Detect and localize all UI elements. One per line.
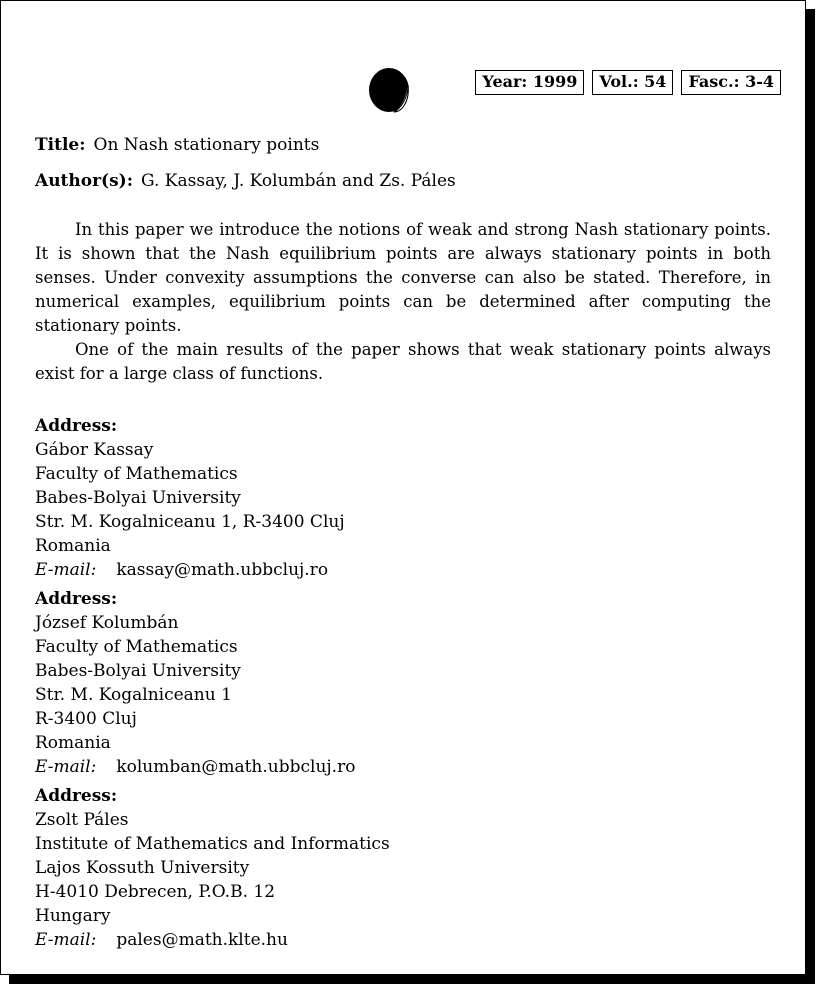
address-line: Str. M. Kogalniceanu 1 bbox=[35, 685, 232, 705]
volume-box: Vol.: 54 bbox=[592, 70, 673, 95]
email-address: kolumban@math.ubbcluj.ro bbox=[116, 757, 356, 777]
address-line: Romania bbox=[35, 536, 111, 556]
address-heading: Address: bbox=[35, 786, 118, 806]
address-line: Lajos Kossuth University bbox=[35, 858, 250, 878]
email-label: E-mail: bbox=[35, 757, 97, 777]
address-line: H-4010 Debrecen, P.O.B. 12 bbox=[35, 882, 276, 902]
abstract-paragraph: One of the main results of the paper shows that weak stationary points always exist for a large class of functions. bbox=[35, 340, 771, 383]
authors-line bbox=[35, 170, 456, 192]
address-block-kolumban bbox=[35, 587, 355, 779]
address-line: Hungary bbox=[35, 906, 111, 926]
email-line bbox=[35, 558, 345, 582]
address-line: Babes-Bolyai University bbox=[35, 661, 241, 681]
email-line bbox=[35, 928, 390, 952]
abstract-paragraph: In this paper we introduce the notions of weak and strong Nash stationary points. It is shown that the Nash equilibrium points are always stationary points in both senses. Under convexity assumptions the converse can also be stated. Therefore, in numerical examples, equilibrium points can be determined after computing the stationary points. bbox=[35, 220, 771, 335]
address-line: Faculty of Mathematics bbox=[35, 464, 238, 484]
email-label: E-mail: bbox=[35, 930, 97, 950]
address-line: Faculty of Mathematics bbox=[35, 637, 238, 657]
issue-info bbox=[475, 70, 781, 95]
address-line: Institute of Mathematics and Informatics bbox=[35, 834, 390, 854]
fascicle-box: Fasc.: 3-4 bbox=[681, 70, 781, 95]
authors-label: Author(s): bbox=[35, 171, 133, 191]
email-address: kassay@math.ubbcluj.ro bbox=[116, 560, 329, 580]
abstract bbox=[35, 218, 771, 386]
year-box: Year: 1999 bbox=[475, 70, 584, 95]
address-line: Romania bbox=[35, 733, 111, 753]
address-line: Zsolt Páles bbox=[35, 810, 129, 830]
paper-title: On Nash stationary points bbox=[93, 135, 320, 155]
address-line: R-3400 Cluj bbox=[35, 709, 137, 729]
email-label: E-mail: bbox=[35, 560, 97, 580]
title-label: Title: bbox=[35, 135, 86, 155]
address-line: József Kolumbán bbox=[35, 613, 179, 633]
journal-logo-icon bbox=[368, 67, 412, 113]
address-heading: Address: bbox=[35, 416, 118, 436]
email-address: pales@math.klte.hu bbox=[116, 930, 288, 950]
address-line: Str. M. Kogalniceanu 1, R-3400 Cluj bbox=[35, 512, 345, 532]
address-line: Gábor Kassay bbox=[35, 440, 154, 460]
address-block-pales bbox=[35, 784, 390, 952]
title-line bbox=[35, 134, 319, 156]
address-heading: Address: bbox=[35, 589, 118, 609]
address-line: Babes-Bolyai University bbox=[35, 488, 241, 508]
email-line bbox=[35, 755, 355, 779]
address-block-kassay bbox=[35, 414, 345, 582]
paper-authors: G. Kassay, J. Kolumbán and Zs. Páles bbox=[141, 171, 456, 191]
